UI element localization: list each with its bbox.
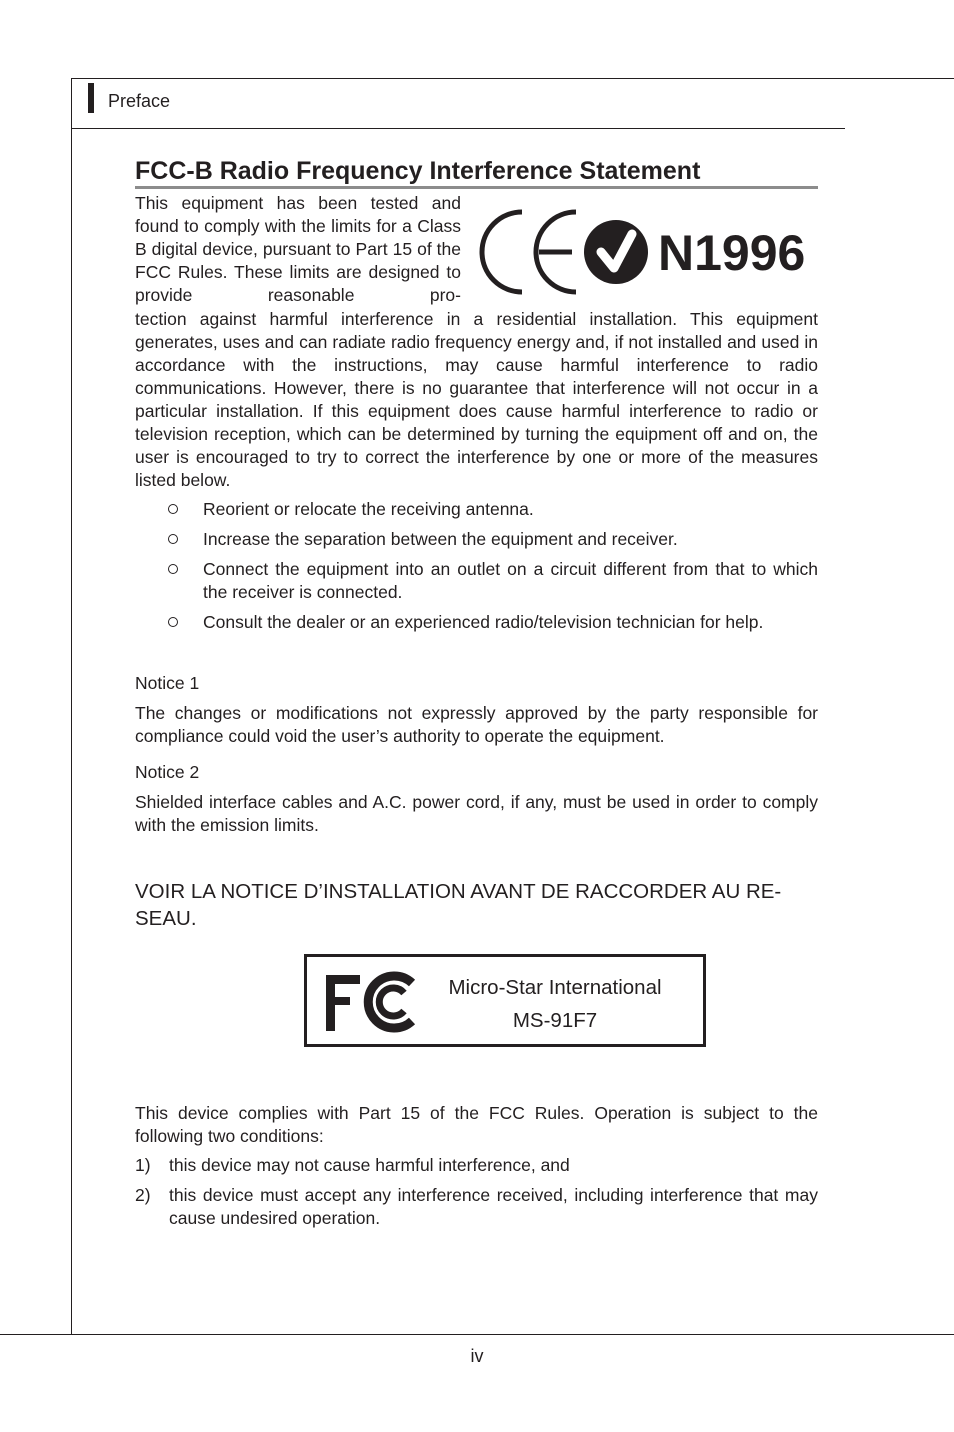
intro-paragraph-continued: tection against harmful interference in a residential installation. This equipment generates, uses and can radiate radio frequency energy and, if not installed and used in accordance with the instructions, may cause harmful interference to radio communications. However, there is no guarantee that interference will not occur in a particular installation. If this equipment does cause harmful interference to radio or television reception, which can be determined by turning the equipment off and on, the user is encouraged to try to correct the interference by one or more of the measures listed below.	[135, 309, 818, 490]
notice-1-text: The changes or modifications not expressly approved by the party responsible for compliance could void the user’s authority to operate the equipment.	[135, 703, 818, 746]
circle-bullet-icon	[168, 504, 178, 514]
section-label: Preface	[108, 91, 171, 111]
circle-bullet-icon	[168, 617, 178, 627]
c-tick-code: N1996	[658, 225, 806, 281]
ce-ctick-logo	[474, 204, 816, 300]
c-tick-icon	[584, 220, 648, 284]
fcc-company-name: Micro-Star International	[448, 976, 662, 999]
page-frame-top-rule	[71, 78, 954, 79]
french-notice: VOIR LA NOTICE D’INSTALLATION AVANT DE RACCORDER AU RE-SEAU.	[135, 880, 782, 930]
page-title: FCC-B Radio Frequency Interference Statement	[135, 156, 818, 189]
fcc-label-box	[304, 954, 706, 1047]
list-item: Consult the dealer or an experienced radio/television technician for help.	[135, 611, 818, 634]
header-rule	[71, 128, 845, 129]
notice-1-heading: Notice 1	[135, 673, 200, 693]
notice-2-heading: Notice 2	[135, 762, 200, 782]
page-number: iv	[470, 1346, 484, 1366]
compliance-text: This device complies with Part 15 of the FCC Rules. Operation is subject to the following two conditions:	[135, 1103, 818, 1146]
list-item: 2) this device must accept any interference received, including interference that may cause undesired operation.	[135, 1185, 818, 1228]
fcc-label-text	[427, 971, 683, 1037]
intro-paragraph-start: This equipment has been tested and found to comply with the limits for a Class B digital device, pursuant to Part 15 of the FCC Rules. These limits are designed to provide reasonable pro-	[135, 193, 461, 305]
footer-rule	[0, 1334, 954, 1335]
conditions-list	[135, 1154, 818, 1237]
measures-list	[135, 498, 818, 641]
page-frame-left-rule	[71, 78, 72, 1335]
fcc-logo-icon	[324, 971, 420, 1033]
ce-mark-icon	[482, 212, 576, 292]
header-marker-bar	[88, 83, 94, 113]
fcc-model-number: MS-91F7	[512, 1009, 598, 1032]
circle-bullet-icon	[168, 564, 178, 574]
notice-2-text: Shielded interface cables and A.C. power cord, if any, must be used in order to comply with the emission limits.	[135, 792, 818, 835]
list-item: 1) this device may not cause harmful interference, and	[135, 1155, 570, 1175]
list-item: Increase the separation between the equipment and receiver.	[135, 528, 818, 551]
circle-bullet-icon	[168, 534, 178, 544]
list-item: Reorient or relocate the receiving antenna.	[135, 498, 818, 521]
list-item: Connect the equipment into an outlet on a circuit different from that to which the receiver is connected.	[135, 558, 818, 604]
